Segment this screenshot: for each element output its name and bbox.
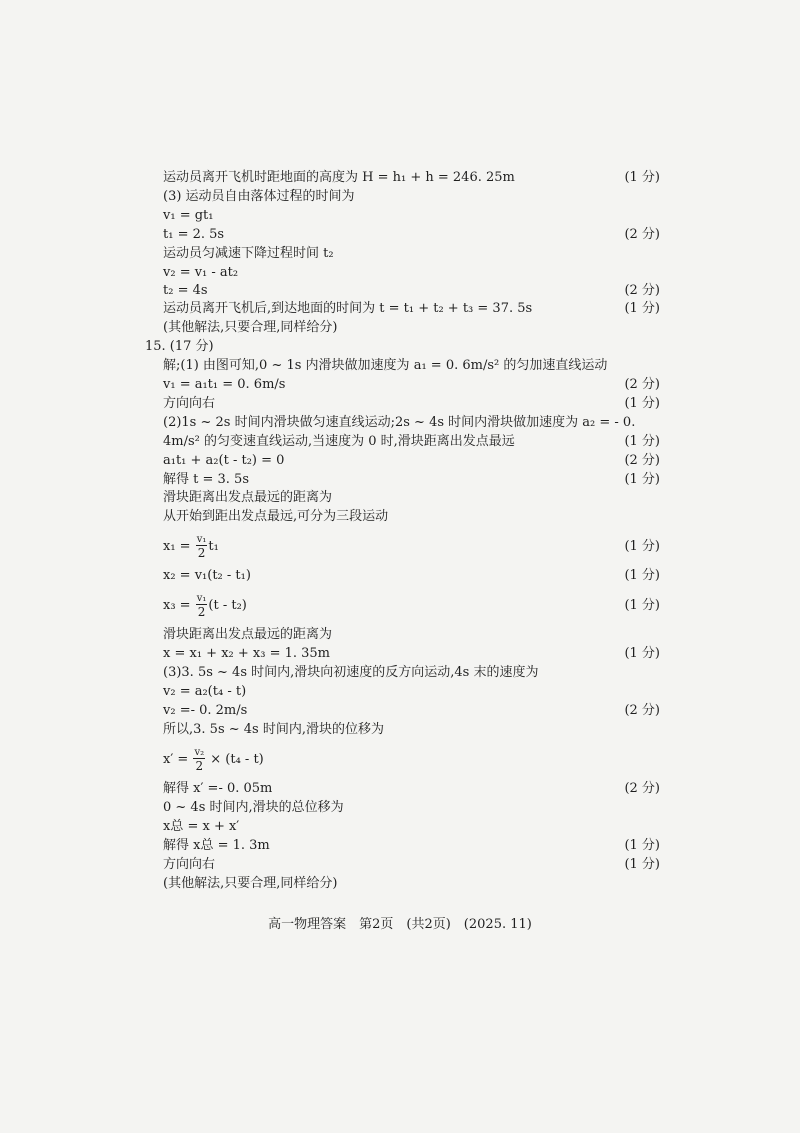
text-line: v₁ = gt₁ bbox=[163, 208, 214, 223]
text-line: x = x₁ + x₂ + x₃ = 1. 35m (1 分) bbox=[163, 646, 660, 661]
text-line: a₁t₁ + a₂(t - t₂) = 0 (2 分) bbox=[163, 453, 660, 468]
page-footer: 高一物理答案 第2页 (共2页) (2025. 11) bbox=[268, 917, 532, 932]
text-line: 从开始到距出发点最远,可分为三段运动 bbox=[163, 509, 389, 524]
equation-x2: x₂ = v₁(t₂ - t₁) (1 分) bbox=[163, 568, 660, 583]
text-line: 解;(1) 由图可知,0 ~ 1s 内滑块做加速度为 a₁ = 0. 6m/s² 的匀加速直线运动 bbox=[163, 358, 608, 373]
fraction: $\frac{\text{v₂}}{2}$ bbox=[194, 746, 205, 773]
text-line: t₂ = 4s (2 分) bbox=[163, 283, 660, 298]
text-line: v₂ =- 0. 2m/s (2 分) bbox=[163, 703, 660, 718]
text-line: 滑块距离出发点最远的距离为 bbox=[163, 627, 333, 642]
text-line: (2)1s ~ 2s 时间内滑块做匀速直线运动;2s ~ 4s 时间内滑块做加速度为 a₂ = - 0. bbox=[163, 415, 636, 430]
text-line: 运动员离开飞机时距地面的高度为 H = h₁ + h = 246. 25m (1 分) bbox=[163, 170, 660, 185]
text-line: v₂ = v₁ - at₂ bbox=[163, 265, 239, 280]
text-line: 解得 x′ =- 0. 05m (2 分) bbox=[163, 781, 660, 796]
equation-x3: x₃ = $\frac{\text{v₁}}{2}$ (t - t₂) (1 分) bbox=[163, 592, 660, 619]
text-line: 解得 t = 3. 5s (1 分) bbox=[163, 472, 660, 487]
text-line: 0 ~ 4s 时间内,滑块的总位移为 bbox=[163, 800, 344, 815]
text-line: (3)3. 5s ~ 4s 时间内,滑块向初速度的反方向运动,4s 末的速度为 bbox=[163, 665, 539, 680]
text-line: (其他解法,只要合理,同样给分) bbox=[163, 320, 338, 335]
text-line: v₁ = a₁t₁ = 0. 6m/s (2 分) bbox=[163, 377, 660, 392]
question-number: 15. (17 分) bbox=[145, 339, 214, 354]
text-line: (其他解法,只要合理,同样给分) bbox=[163, 876, 338, 891]
text-line: 运动员匀减速下降过程时间 t₂ bbox=[163, 246, 334, 261]
text-line: (3) 运动员自由落体过程的时间为 bbox=[163, 189, 355, 204]
text-line: t₁ = 2. 5s (2 分) bbox=[163, 227, 660, 242]
text-line: 4m/s² 的匀变速直线运动,当速度为 0 时,滑块距离出发点最远 (1 分) bbox=[163, 434, 660, 449]
text-line: x总 = x + x′ bbox=[163, 819, 240, 834]
text-line: 运动员离开飞机后,到达地面的时间为 t = t₁ + t₂ + t₃ = 37. 5s (1 分) bbox=[163, 301, 660, 316]
text-line: v₂ = a₂(t₄ - t) bbox=[163, 684, 247, 699]
equation-x-prime: x′ = $\frac{\text{v₂}}{2}$ × (t₄ - t) bbox=[163, 746, 264, 773]
fraction: $\frac{\text{v₁}}{2}$ bbox=[196, 533, 207, 560]
text-line: 滑块距离出发点最远的距离为 bbox=[163, 490, 333, 505]
text-line: 解得 x总 = 1. 3m (1 分) bbox=[163, 838, 660, 853]
text-line: 所以,3. 5s ~ 4s 时间内,滑块的位移为 bbox=[163, 722, 384, 737]
text-line: 方向向右 (1 分) bbox=[163, 396, 660, 411]
equation-x1: x₁ = $\frac{\text{v₁}}{2}$ t₁ (1 分) bbox=[163, 533, 660, 560]
fraction: $\frac{\text{v₁}}{2}$ bbox=[196, 592, 207, 619]
text-line: 方向向右 (1 分) bbox=[163, 857, 660, 872]
